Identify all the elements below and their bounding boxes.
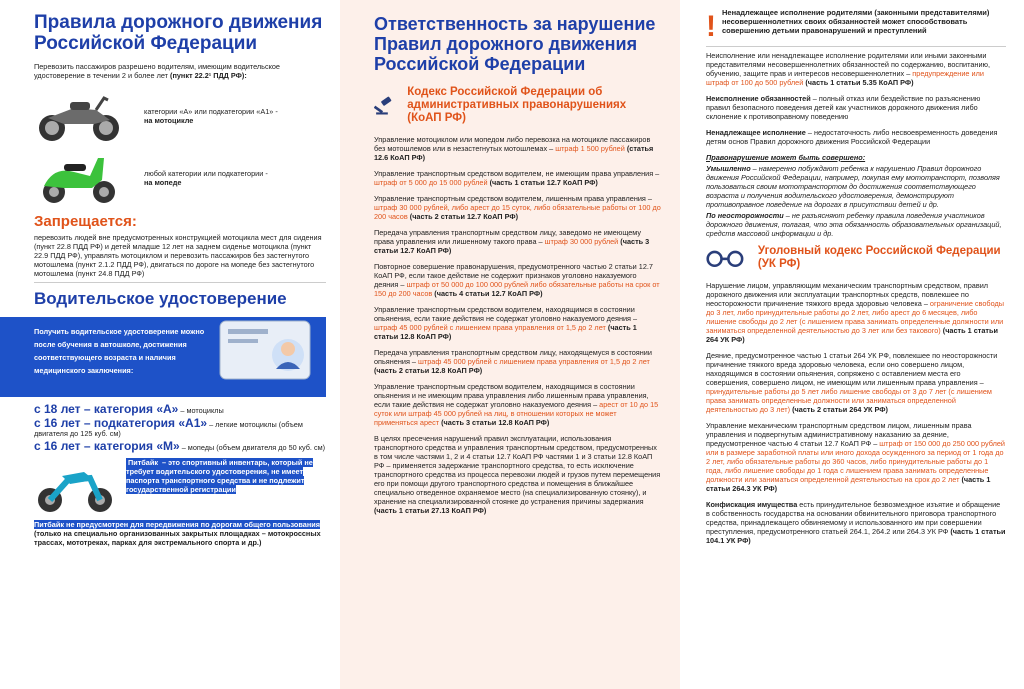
pitbike-section xyxy=(34,458,326,516)
moto-category-bold: на мотоцикле xyxy=(144,116,194,125)
age-categories xyxy=(34,402,326,453)
pitbike-icon xyxy=(34,458,118,516)
moped-icon xyxy=(34,150,124,206)
koap-item: Управление транспортным средством водителем, лишенным права управления – штраф 30 000 рублей, либо арест до 15 суток, либо обязательные работы от 100 до 200 часов (часть 2 статьи 12.7 КоАП РФ) xyxy=(374,194,661,221)
moped-category-bold: на мопеде xyxy=(144,178,182,187)
motorcycle-icon xyxy=(34,88,124,144)
uk-header xyxy=(706,245,1006,271)
koap-items xyxy=(374,135,662,515)
uk-item: Управление механическим транспортным средством лицом, лишенным права управления и подвергнутым административному наказанию за деяние, предусмотренное частью 4 статьи 12.7 КоАП РФ – штраф от 150 000 до 250 000 рублей или в размере заработной платы или иного дохода осужденного за период от 1 года до 2 лет, либо обязательные работы до 360 часов, либо принудительные работы до 1 года, либо лишение свободы до 1 года с лишением права занимать определенные должности или заниматься определенной деятельностью на срок до 2 лет (часть 1 статьи 264.3 УК РФ) xyxy=(706,421,1006,493)
license-card-icon xyxy=(216,315,316,391)
offence-intent: Умышленно – намеренно побуждают ребенка к нарушению Правил дорожного движения Российской Федерации, например, покупая ему мототранспорт, позволяя пользоваться своим мототранспортом до достижения соответствующего возраста и получения водительского удостоверения, демонстрируют противоправное поведение на дорогах в присутствии детей и др. xyxy=(706,164,1000,209)
column-rules xyxy=(0,0,340,689)
parents-item: Ненадлежащее исполнение – недостаточность либо несвоевременность доведения детям основ Правил дорожного движения Российской Федерации xyxy=(706,128,998,146)
parents-item: Неисполнение или ненадлежащее исполнение родителями или иными законными представителями несовершеннолетних обязанностей по содержанию, воспитанию, обучению, защите прав и интересов несовершеннолетних – предупреждение или штраф от 100 до 500 рублей (часть 1 статьи 5.35 КоАП РФ) xyxy=(706,51,991,87)
offence-negligence: По неосторожности – не разъясняют ребенку правила поведения участников дорожного движения, полагая, что эта обязанность образовательных организаций, средств массовой информации и др. xyxy=(706,211,1002,238)
divider xyxy=(706,46,1006,47)
uk-item: Конфискация имущества есть принудительное безвозмездное изъятие и обращение в собственность государства на основании обвинительного приговора транспортного средства, принадлежащего обвиняемому и использованного им при совершении преступления, предусмотренного статьей 264.1, 264.2 или 264.3 УК РФ (часть 1 статьи 104.1 УК РФ) xyxy=(706,500,1006,545)
koap-item: Передача управления транспортным средством лицу, заведомо не имеющему права управления или лишенному такого права – штраф 30 000 рублей (часть 3 статьи 12.7 КоАП РФ) xyxy=(374,228,650,255)
license-info-text: Получить водительское удостоверение можно после обучения в автошколе, достижения соответствующего возраста и наличия медицинского заключения: xyxy=(34,327,205,375)
license-info-box xyxy=(0,317,326,397)
uk-item: Деяние, предусмотренное частью 1 статьи 264 УК РФ, повлекшее по неосторожности причинение тяжкого вреда здоровью человека, если оно совершено лицом, находящимся в состоянии опьянения, сопряжено с оставлением места его совершения, совершено лицом, не имеющим или лишенным права управления – принудительные работы до 5 лет либо лишение свободы от 3 до 7 лет (с лишением права занимать определенные должности или заниматься определенной деятельностью до 3 лет) (часть 2 статьи 264 УК РФ) xyxy=(706,351,998,414)
gavel-icon xyxy=(374,88,395,124)
offence-heading: Правонарушение может быть совершено: xyxy=(706,153,866,162)
koap-item: Управление транспортным средством водителем, находящимся в состоянии опьянения, если такие действия не содержат уголовно наказуемого деяния – штраф 45 000 рублей с лишением права управления от 1,5 до 2 лет (часть 1 статьи 12.8 КоАП РФ) xyxy=(374,305,638,341)
motorcycle-row xyxy=(34,87,326,145)
forbidden-text: перевозить людей вне предусмотренных конструкцией мотоцикла мест для сидения (пункт 22.8 ПДД РФ) и детей младше 12 лет на заднем сиденье мотоцикла (пункт 22.9 ПДД РФ), управлять мотоциклом и перевозить пассажиров без застегнутого мотошлема (пункт 2.1.2 ПДД РФ), двигаться по дороге на мопеде без застегнутого мотошлема (пункт 24.8 ПДД РФ) xyxy=(34,233,322,278)
koap-item: Передача управления транспортным средством лицу, находящемуся в состоянии опьянения – штраф 45 000 рублей с лишением права управления от 1,5 до 2 лет (часть 2 статьи 12.8 КоАП РФ) xyxy=(374,348,652,375)
koap-item: Управление транспортным средством водителем, находящимся в состоянии опьянения и не имеющим права управления либо лишенным права управления, если такие действия не содержат уголовно наказуемого деяния – арест от 10 до 15 суток или штраф 45 000 рублей на лиц, в отношении которых не может применяться арест (часть 3 статьи 12.8 КоАП РФ) xyxy=(374,382,659,427)
moped-row xyxy=(34,149,326,207)
koap-item: Управление транспортным средством водителем, не имеющим права управления – штраф от 5 000 до 15 000 рублей (часть 1 статьи 12.7 КоАП РФ) xyxy=(374,169,660,187)
uk-title: Уголовный кодекс Российской Федерации (УК РФ) xyxy=(757,245,1001,270)
forbidden-title: Запрещается: xyxy=(34,213,137,230)
pitbike-note: Питбайк не предусмотрен для передвижения по дорогам общего пользования (только на специально организованных закрытых площадках – мотокроссных трассах, мототреках, парках для экстремального спорта и др.) xyxy=(34,520,321,547)
uk-item: Нарушение лицом, управляющим механическим транспортным средством, правил дорожного движения или эксплуатации транспортных средств, повлекшее по неосторожности причинение тяжкого вреда здоровью человека – ограничение свободы до 3 лет, либо принудительные работы до 2 лет, либо арест до 6 месяцев, либо лишение свободы до 2 лет (с лишением права занимать определенные должности или заниматься определенной деятельностью до 3 лет или без такового) (часть 1 статьи 264 УК РФ) xyxy=(706,281,1004,344)
warning-header xyxy=(706,8,1006,42)
rules-title: Правила дорожного движения Российской Федерации xyxy=(34,12,323,54)
column-parents xyxy=(680,0,1024,689)
koap-header xyxy=(374,86,662,125)
parents-item: Неисполнение обязанностей – полный отказ или бездействие по разъяснению правил безопасного поведения детей как участников дорожного движения либо склонение к противоправному поведению xyxy=(706,94,981,121)
responsibility-title: Ответственность за нарушение Правил дорожного движения Российской Федерации xyxy=(374,14,656,74)
intro-text: Перевозить пассажиров разрешено водителям, имеющим водительское удостоверение в течении 2 и более лет (пункт 22.2¹ ПДД РФ): xyxy=(34,62,280,80)
koap-item: Управление мотоциклом или мопедом либо перевозка на мотоцикле пассажиров без мотошлемов или в незастегнутых мотошлемах – штраф 1 500 рублей (статья 12.6 КоАП РФ) xyxy=(374,135,654,162)
category-item: с 18 лет – категория «А» – мотоциклы xyxy=(34,402,224,416)
koap-item: Повторное совершение правонарушения, предусмотренного частью 2 статьи 12.7 КоАП РФ, если такое действие не содержит признаков уголовно наказуемого деяния – штраф от 50 000 до 100 000 рублей либо обязательные работы на срок от 150 до 200 часов (часть 4 статьи 12.7 КоАП РФ) xyxy=(374,262,660,298)
category-item: с 16 лет – категория «М» – мопеды (объем двигателя до 50 куб. см) xyxy=(34,439,326,453)
koap-title: Кодекс Российской Федерации об административных правонарушениях (КоАП РФ) xyxy=(407,86,627,124)
moped-category-text: любой категории или подкатегории - xyxy=(144,169,268,178)
warning-title: Ненадлежащее исполнение родителями (законными представителями) несовершеннолетних своих обязанностей может способствовать совершению детьми правонарушений и преступлений xyxy=(722,8,990,35)
category-item: с 16 лет – подкатегория «А1» – легкие мотоциклы (объем двигателя до 125 куб. см) xyxy=(34,416,303,438)
pitbike-text: Питбайк – это спортивный инвентарь, который не требует водительского удостоверения, не имеет паспорта транспортного средства и не подлежит государственной регистрации xyxy=(126,458,313,494)
koap-item: В целях пресечения нарушений правил эксплуатации, использования транспортного средства и управления транспортным средством, предусмотренных в том числе частями 1, 2 и 4 статьи 12.7 КоАП РФ частями 1 и 3 статьи 12.8 КоАП РФ – применяется задержание транспортного средства, то есть исключение транспортного средства из процесса перевозки людей и грузов путем перемещения его при помощи другого транспортного средства и помещения в ближайшее специально отведенное охраняемое место (на специализированную стоянку), и хранение на специализированной стоянке до устранения причины задержания (часть 1 статьи 27.13 КоАП РФ) xyxy=(374,434,661,515)
handcuffs-icon xyxy=(706,245,744,271)
license-title: Водительское удостоверение xyxy=(34,289,287,308)
divider xyxy=(34,282,326,283)
column-responsibility xyxy=(340,0,680,689)
exclamation-icon: ! xyxy=(706,10,716,43)
moto-category-text: категории «А» или подкатегории «А1» - xyxy=(144,107,278,116)
